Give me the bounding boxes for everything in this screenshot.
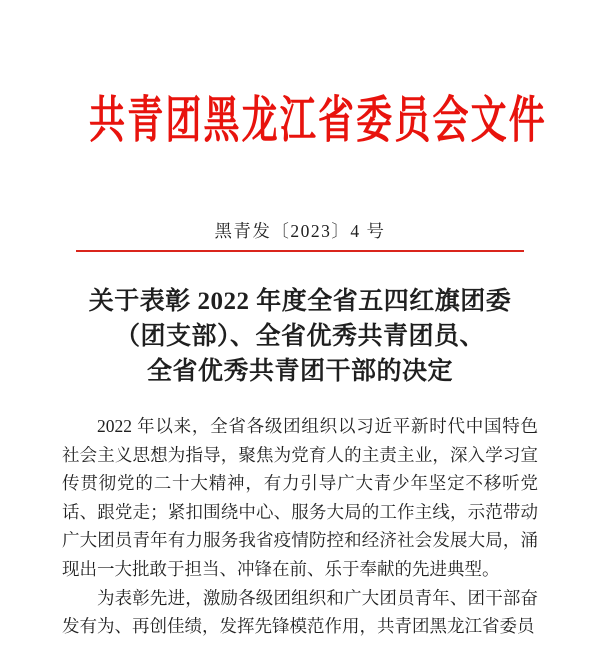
body-paragraph-2: 为表彰先进，激励各级团组织和广大团员青年、团干部奋发有为、再创佳绩，发挥先锋模范作用，共青团黑龙江省委员 <box>62 587 538 637</box>
document-number: 黑青发〔2023〕4 号 <box>214 221 386 241</box>
document-title <box>0 284 600 389</box>
red-separator-line <box>76 250 524 252</box>
body-paragraph-1: 2022 年以来，全省各级团组织以习近平新时代中国特色社会主义思想为指导，聚焦为党育人的主责主业，深入学习宣传贯彻党的二十大精神，有力引导广大青少年坚定不移听党话、跟党走；紧扣围绕中心、服务大局的工作主线，示范带动广大团员青年有力服务我省疫情防控和经济社会发展大局，涌现出一大批敢于担当、冲锋在前、乐于奉献的先进典型。 <box>62 416 538 579</box>
document-title-line-1: 关于表彰 2022 年度全省五四红旗团委 <box>88 288 512 315</box>
document-title-line-2: （团支部）、全省优秀共青团员、 <box>114 323 485 350</box>
document-title-line-3: 全省优秀共青团干部的决定 <box>146 358 453 385</box>
org-banner-title: 共青团黑龙江省委员会文件 <box>89 92 547 148</box>
document-body <box>62 412 538 641</box>
org-banner <box>0 90 600 150</box>
